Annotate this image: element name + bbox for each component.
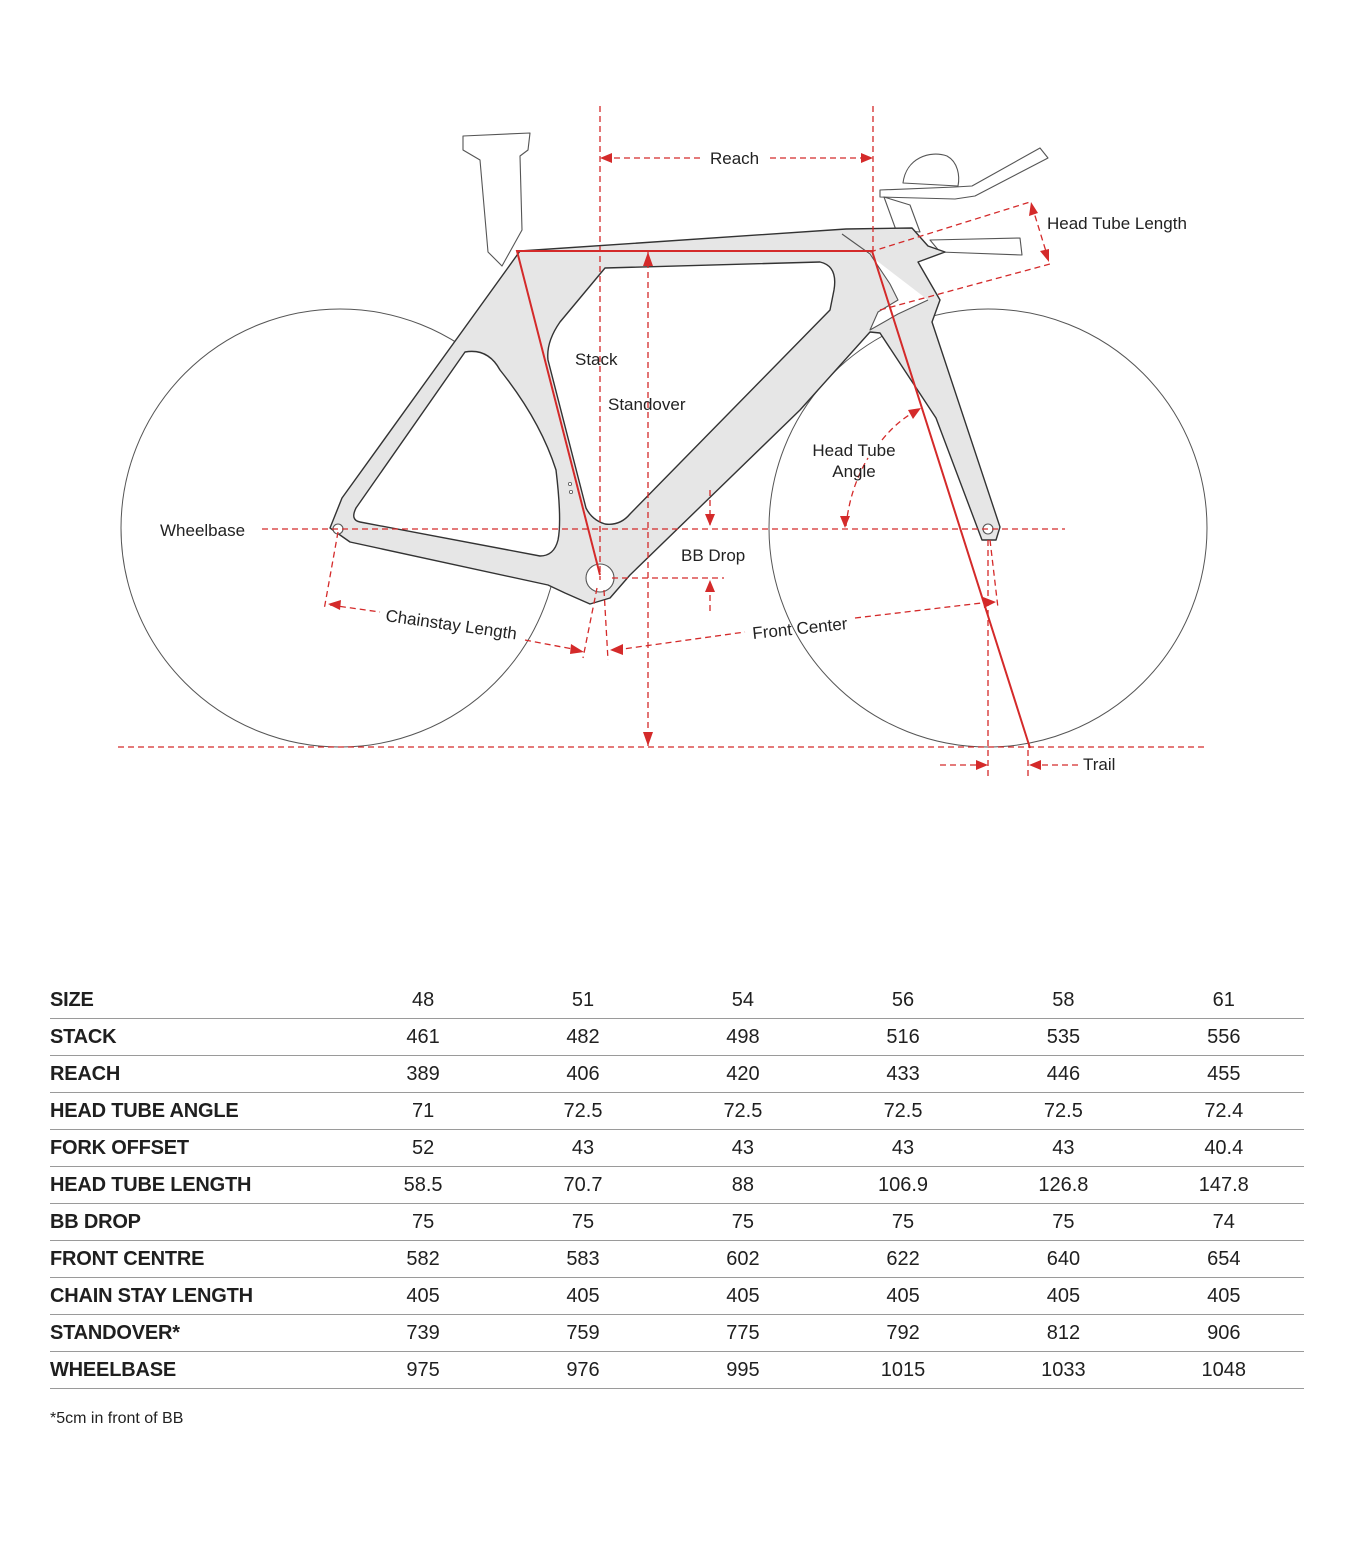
row-label: BB DROP bbox=[50, 1204, 343, 1241]
table-cell: 1033 bbox=[983, 1352, 1143, 1389]
table-cell: 405 bbox=[823, 1278, 983, 1315]
table-cell: 389 bbox=[343, 1056, 503, 1093]
table-cell: 1048 bbox=[1144, 1352, 1304, 1389]
table-cell: 995 bbox=[663, 1352, 823, 1389]
table-cell: 405 bbox=[343, 1278, 503, 1315]
table-cell: 739 bbox=[343, 1315, 503, 1352]
table-cell: 58.5 bbox=[343, 1167, 503, 1204]
geometry-table bbox=[50, 982, 1304, 1389]
standover-label: Standover bbox=[608, 395, 686, 414]
size-value: 51 bbox=[503, 982, 663, 1019]
head-tube-length-label: Head Tube Length bbox=[1047, 214, 1187, 233]
table-cell: 74 bbox=[1144, 1204, 1304, 1241]
table-header-row bbox=[50, 982, 1304, 1019]
table-cell: 72.5 bbox=[503, 1093, 663, 1130]
table-cell: 535 bbox=[983, 1019, 1143, 1056]
row-label: CHAIN STAY LENGTH bbox=[50, 1278, 343, 1315]
table-cell: 70.7 bbox=[503, 1167, 663, 1204]
row-label: FORK OFFSET bbox=[50, 1130, 343, 1167]
table-cell: 75 bbox=[343, 1204, 503, 1241]
table-cell: 106.9 bbox=[823, 1167, 983, 1204]
table-cell: 88 bbox=[663, 1167, 823, 1204]
head-tube-angle-label-line2: Angle bbox=[832, 462, 876, 481]
table-cell: 654 bbox=[1144, 1241, 1304, 1278]
table-cell: 583 bbox=[503, 1241, 663, 1278]
table-cell: 792 bbox=[823, 1315, 983, 1352]
table-cell: 72.5 bbox=[983, 1093, 1143, 1130]
table-cell: 75 bbox=[983, 1204, 1143, 1241]
table-cell: 405 bbox=[983, 1278, 1143, 1315]
table-cell: 433 bbox=[823, 1056, 983, 1093]
bb-drop-label: BB Drop bbox=[681, 546, 746, 565]
stack-label: Stack bbox=[575, 350, 618, 369]
seatpost bbox=[463, 133, 530, 266]
table-cell: 976 bbox=[503, 1352, 663, 1389]
table-cell: 72.5 bbox=[823, 1093, 983, 1130]
chainstay-length-label: Chainstay Length bbox=[384, 606, 519, 644]
table-cell: 75 bbox=[663, 1204, 823, 1241]
table-row bbox=[50, 1056, 1304, 1093]
table-cell: 406 bbox=[503, 1056, 663, 1093]
table-row bbox=[50, 1241, 1304, 1278]
table-cell: 461 bbox=[343, 1019, 503, 1056]
table-cell: 556 bbox=[1144, 1019, 1304, 1056]
size-value: 56 bbox=[823, 982, 983, 1019]
row-label: HEAD TUBE LENGTH bbox=[50, 1167, 343, 1204]
table-cell: 147.8 bbox=[1144, 1167, 1304, 1204]
table-cell: 405 bbox=[663, 1278, 823, 1315]
table-row bbox=[50, 1130, 1304, 1167]
table-cell: 906 bbox=[1144, 1315, 1304, 1352]
table-cell: 43 bbox=[823, 1130, 983, 1167]
table-cell: 71 bbox=[343, 1093, 503, 1130]
row-label: FRONT CENTRE bbox=[50, 1241, 343, 1278]
table-cell: 1015 bbox=[823, 1352, 983, 1389]
table-cell: 775 bbox=[663, 1315, 823, 1352]
table-cell: 975 bbox=[343, 1352, 503, 1389]
table-cell: 43 bbox=[983, 1130, 1143, 1167]
size-header: SIZE bbox=[50, 982, 343, 1019]
table-row bbox=[50, 1167, 1304, 1204]
table-cell: 602 bbox=[663, 1241, 823, 1278]
table-cell: 759 bbox=[503, 1315, 663, 1352]
footnote: *5cm in front of BB bbox=[50, 1410, 184, 1427]
row-label: REACH bbox=[50, 1056, 343, 1093]
table-cell: 40.4 bbox=[1144, 1130, 1304, 1167]
table-row bbox=[50, 1278, 1304, 1315]
head-tube-angle-label-line1: Head Tube bbox=[812, 441, 896, 460]
table-row bbox=[50, 1093, 1304, 1130]
table-cell: 516 bbox=[823, 1019, 983, 1056]
table-row bbox=[50, 1019, 1304, 1056]
size-value: 58 bbox=[983, 982, 1143, 1019]
row-label: WHEELBASE bbox=[50, 1352, 343, 1389]
reach-label: Reach bbox=[710, 149, 760, 168]
trail-label: Trail bbox=[1083, 755, 1116, 774]
size-value: 61 bbox=[1144, 982, 1304, 1019]
size-value: 54 bbox=[663, 982, 823, 1019]
table-cell: 812 bbox=[983, 1315, 1143, 1352]
table-cell: 75 bbox=[823, 1204, 983, 1241]
table-cell: 498 bbox=[663, 1019, 823, 1056]
table-cell: 75 bbox=[503, 1204, 663, 1241]
table-cell: 482 bbox=[503, 1019, 663, 1056]
wheelbase-label: Wheelbase bbox=[160, 521, 246, 540]
row-label: STACK bbox=[50, 1019, 343, 1056]
table-cell: 582 bbox=[343, 1241, 503, 1278]
table-cell: 52 bbox=[343, 1130, 503, 1167]
row-label: STANDOVER* bbox=[50, 1315, 343, 1352]
table-cell: 420 bbox=[663, 1056, 823, 1093]
table-cell: 126.8 bbox=[983, 1167, 1143, 1204]
table-cell: 72.5 bbox=[663, 1093, 823, 1130]
size-value: 48 bbox=[343, 982, 503, 1019]
table-cell: 405 bbox=[503, 1278, 663, 1315]
table-cell: 446 bbox=[983, 1056, 1143, 1093]
table-cell: 72.4 bbox=[1144, 1093, 1304, 1130]
table-row bbox=[50, 1315, 1304, 1352]
table-cell: 640 bbox=[983, 1241, 1143, 1278]
row-label: HEAD TUBE ANGLE bbox=[50, 1093, 343, 1130]
table-cell: 43 bbox=[663, 1130, 823, 1167]
table-cell: 622 bbox=[823, 1241, 983, 1278]
front-center-label: Front Center bbox=[751, 614, 849, 643]
table-row bbox=[50, 1352, 1304, 1389]
table-row bbox=[50, 1204, 1304, 1241]
table-cell: 405 bbox=[1144, 1278, 1304, 1315]
table-cell: 43 bbox=[503, 1130, 663, 1167]
table-cell: 455 bbox=[1144, 1056, 1304, 1093]
